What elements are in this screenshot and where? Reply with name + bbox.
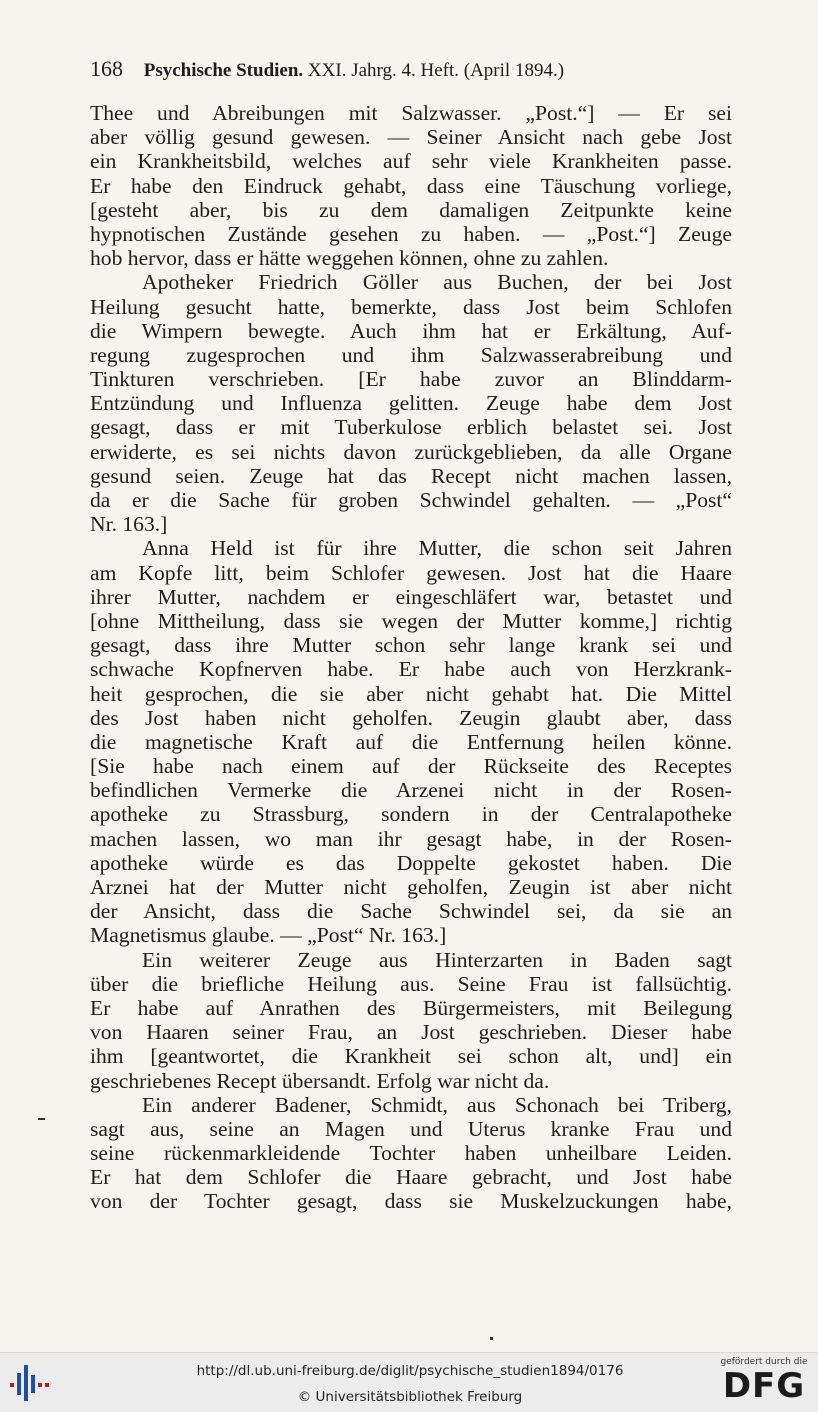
running-header (90, 52, 730, 86)
text-line: [gesteht aber, bis zu dem damaligen Zeitpunkte keine (90, 197, 732, 222)
text-line: von der Tochter gesagt, dass sie Muskelzuckungen habe, (90, 1189, 732, 1214)
text-line: Tinkturen verschrieben. [Er habe zuvor an Blinddarm- (90, 367, 732, 392)
text-line: Entzündung und Influenza gelitten. Zeuge habe dem Jost (90, 391, 732, 416)
text-line: des Jost haben nicht geholfen. Zeugin glaubt aber, dass (90, 705, 732, 730)
dfg-badge (718, 1357, 810, 1409)
text-line: heit gesprochen, die sie aber nicht gehabt hat. Die Mittel (90, 681, 732, 706)
text-line: Anna Held ist für ihre Mutter, die schon seit Jahren (142, 536, 732, 561)
text-line: geschriebenes Recept übersandt. Erfolg war nicht da. (90, 1068, 550, 1093)
text-line: Ein anderer Badener, Schmidt, aus Schonach bei Triberg, (142, 1092, 732, 1117)
text-line: die magnetische Kraft auf die Entfernung heilen könne. (90, 729, 732, 754)
text-line: gesagt, dass er mit Tuberkulose erblich belastet sei. Jost (90, 415, 732, 440)
text-line: Nr. 163.] (90, 512, 168, 537)
text-line: Er habe den Eindruck gehabt, dass eine Täuschung vorliege, (90, 173, 732, 198)
text-line: der Ansicht, dass die Sache Schwindel sei, da sie an (90, 899, 732, 924)
text-line: am Kopfe litt, beim Schlofer gewesen. Jost hat die Haare (90, 560, 732, 585)
text-line: sagt aus, seine an Magen und Uterus kranke Frau und (90, 1116, 732, 1141)
copyright-notice: © Universitätsbibliothek Freiburg (297, 1389, 523, 1405)
scan-speck (490, 1337, 493, 1340)
text-line: die Wimpern bewegte. Auch ihm hat er Erkältung, Auf- (90, 318, 732, 343)
text-line: apotheke zu Strassburg, sondern in der Centralapotheke (90, 802, 732, 827)
viewer-footer (0, 1352, 818, 1412)
text-line: hob hervor, dass er hätte weggehen können, ohne zu zahlen. (90, 246, 609, 271)
text-line: Thee und Abreibungen mit Salzwasser. „Post.“] — Er sei (90, 101, 732, 125)
text-line: seine rückenmarkleidende Tochter haben unheilbare Leiden. (90, 1141, 732, 1166)
text-line: Heilung gesucht hatte, bemerkte, dass Jost beim Schlofen (90, 294, 732, 319)
text-line: Apotheker Friedrich Göller aus Buchen, der bei Jost (142, 270, 732, 295)
text-line: gesagt, dass ihre Mutter schon sehr lange krank sei und (90, 633, 732, 658)
text-line: da er die Sache für groben Schwindel gehalten. — „Post“ (90, 488, 732, 512)
text-line: befindlichen Vermerke die Arzenei nicht in der Rosen- (90, 778, 732, 803)
text-line: Er hat dem Schlofer die Haare gebracht, und Jost habe (90, 1165, 732, 1190)
text-line: regung zugesprochen und ihm Salzwasserabreibung und (90, 342, 732, 367)
text-line: von Haaren seiner Frau, an Jost geschrieben. Dieser habe (90, 1020, 732, 1045)
dfg-logo: DFG (722, 1366, 806, 1406)
permalink-url[interactable]: http://dl.ub.uni-freiburg.de/diglit/psychische_studien1894/0176 (196, 1363, 624, 1379)
library-logo-icon (8, 1361, 54, 1405)
page-number: 168 (90, 56, 123, 81)
text-line: machen lassen, wo man ihr gesagt habe, in der Rosen- (90, 826, 732, 851)
text-line: über die briefliche Heilung aus. Seine Frau ist fallsüchtig. (90, 971, 732, 996)
text-line: ihrer Mutter, nachdem er eingeschläfert war, betastet und (90, 584, 732, 609)
text-line: schwache Kopfnerven habe. Er habe auch von Herzkrank- (90, 657, 732, 682)
dfg-note: gefördert durch die (720, 1357, 808, 1367)
journal-title: Psychische Studien. (143, 60, 304, 81)
text-line: [ohne Mittheilung, dass sie wegen der Mutter komme,] richtig (90, 608, 732, 633)
text-line: gesund seien. Zeuge hat das Recept nicht machen lassen, (90, 463, 732, 488)
text-line: apotheke würde es das Doppelte gekostet haben. Die (90, 850, 732, 875)
margin-mark (38, 1118, 45, 1120)
issue-info: XXI. Jahrg. 4. Heft. (April 1894.) (307, 60, 565, 81)
body-text (90, 101, 732, 1214)
text-line: erwiderte, es sei nichts davon zurückgeblieben, da alle Organe (90, 439, 732, 464)
text-line: hypnotischen Zustände gesehen zu haben. — „Post.“] Zeuge (90, 221, 732, 246)
text-line: Ein weiterer Zeuge aus Hinterzarten in Baden sagt (142, 947, 732, 972)
text-line: Magnetismus glaube. — „Post“ Nr. 163.] (90, 923, 447, 948)
text-line: ihm [geantwortet, die Krankheit sei schon alt, und] ein (90, 1044, 732, 1069)
text-line: Arznei hat der Mutter nicht geholfen, Zeugin ist aber nicht (90, 875, 732, 899)
text-line: aber völlig gesund gewesen. — Seiner Ansicht nach gebe Jost (90, 125, 732, 150)
text-line: Er habe auf Anrathen des Bürgermeisters, mit Beilegung (90, 995, 732, 1020)
text-line: ein Krankheitsbild, welches auf sehr viele Krankheiten passe. (90, 149, 732, 174)
text-line: [Sie habe nach einem auf der Rückseite des Receptes (90, 754, 732, 779)
